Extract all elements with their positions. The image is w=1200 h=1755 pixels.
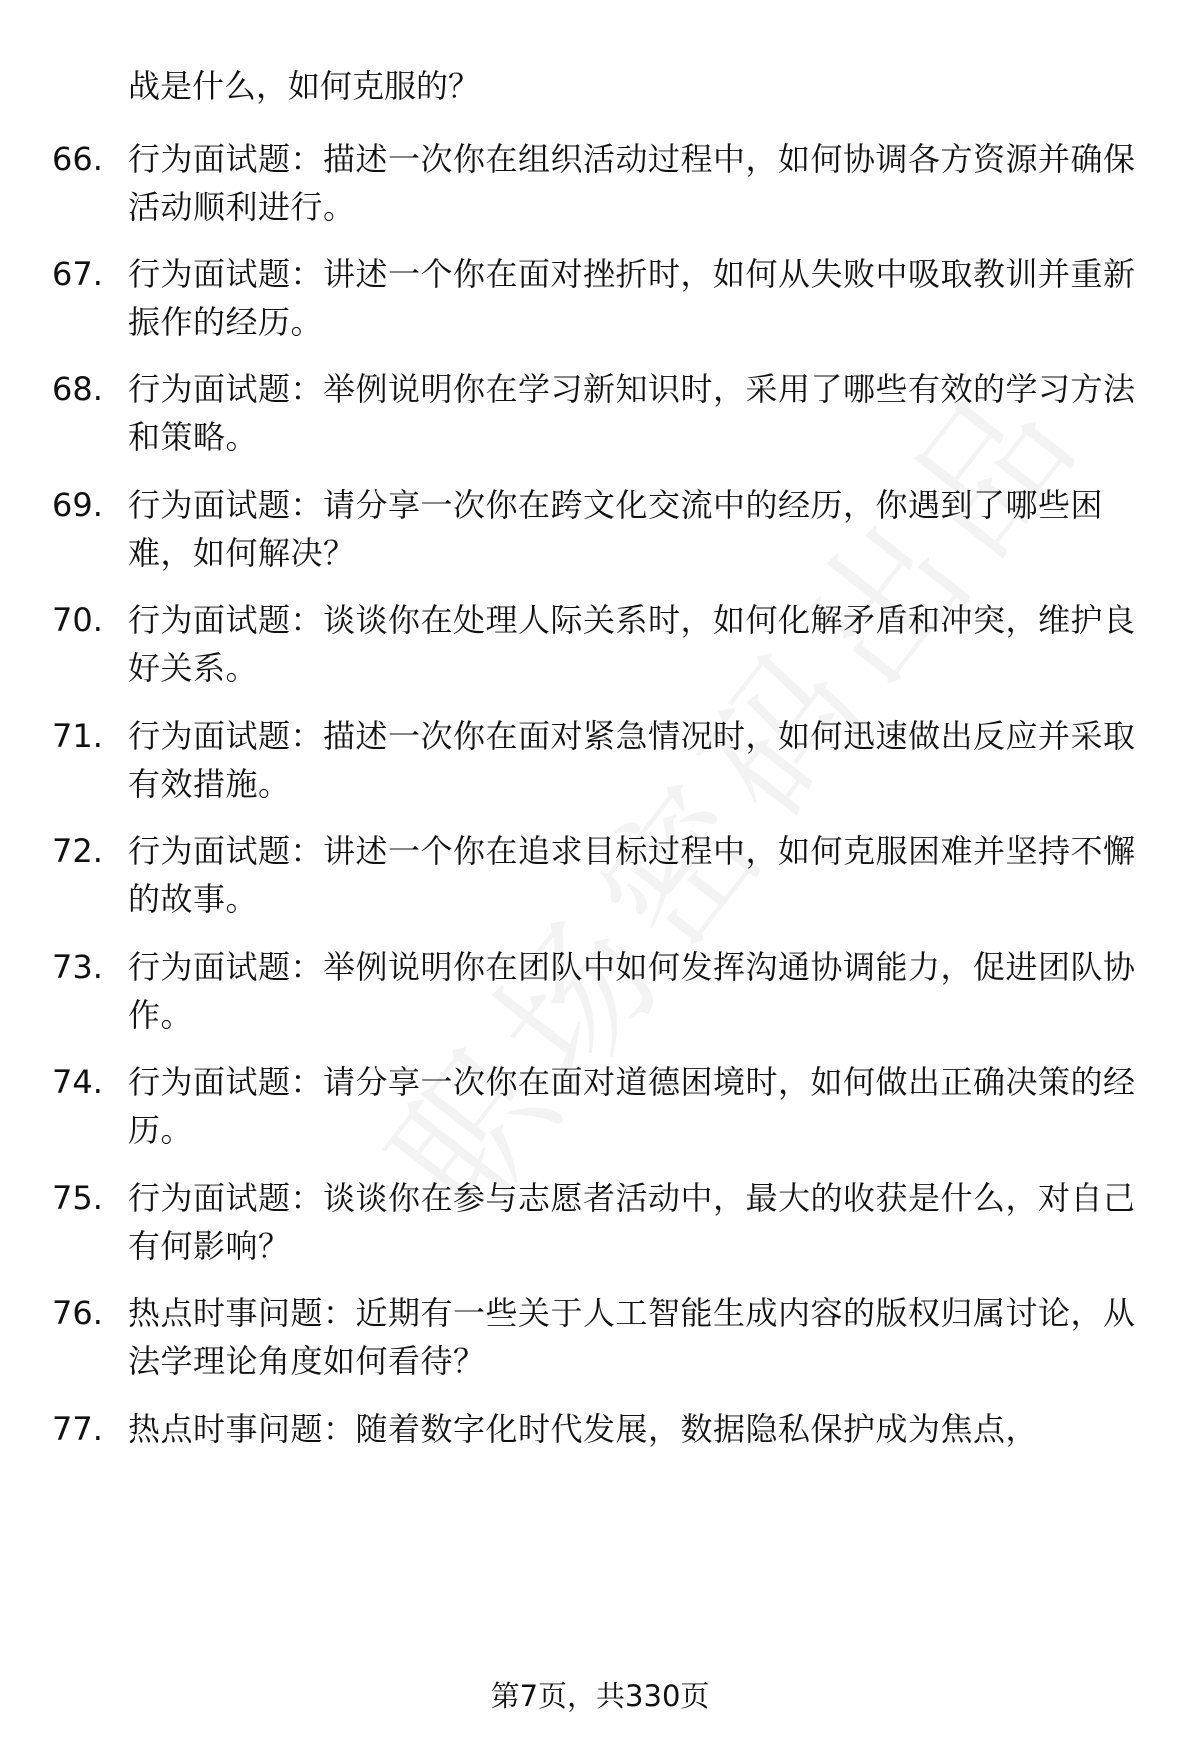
item-text: 行为面试题：请分享一次你在面对道德困境时，如何做出正确决策的经历。 [128,1063,1136,1149]
item-number: 72. [52,832,103,870]
item-number: 73. [52,948,103,986]
item-text: 行为面试题：描述一次你在面对紧急情况时，如何迅速做出反应并采取有效措施。 [128,717,1136,803]
item-number: 69. [52,486,103,524]
item-text: 行为面试题：描述一次你在组织活动过程中，如何协调各方资源并确保活动顺利进行。 [128,140,1136,226]
item-text: 行为面试题：举例说明你在学习新知识时，采用了哪些有效的学习方法和策略。 [128,370,1136,456]
item-number: 66. [52,140,103,178]
item-text: 热点时事问题：近期有一些关于人工智能生成内容的版权归属讨论，从法学理论角度如何看待？ [128,1294,1136,1380]
item-text: 行为面试题：谈谈你在参与志愿者活动中，最大的收获是什么，对自己有何影响？ [128,1179,1136,1265]
item-text: 行为面试题：讲述一个你在面对挫折时，如何从失败中吸取教训并重新振作的经历。 [128,255,1136,341]
item-number: 77. [52,1410,103,1448]
item-text: 行为面试题：请分享一次你在跨文化交流中的经历，你遇到了哪些困难，如何解决？ [128,486,1104,572]
item-number: 70. [52,601,103,639]
continuation-line: 战是什么，如何克服的？ [128,67,481,105]
item-number: 75. [52,1179,103,1217]
item-text: 行为面试题：讲述一个你在追求目标过程中，如何克服困难并坚持不懈的故事。 [128,832,1136,918]
item-number: 68. [52,370,103,408]
item-text: 热点时事问题：随着数字化时代发展，数据隐私保护成为焦点， [128,1410,1039,1448]
item-number: 67. [52,255,103,293]
page-footer: 第7页，共330页 [490,1679,710,1713]
item-text: 行为面试题：举例说明你在团队中如何发挥沟通协调能力，促进团队协作。 [128,948,1136,1034]
item-number: 76. [52,1294,103,1332]
item-text: 行为面试题：谈谈你在处理人际关系时，如何化解矛盾和冲突，维护良好关系。 [128,601,1136,687]
item-number: 74. [52,1063,103,1101]
item-number: 71. [52,717,103,755]
